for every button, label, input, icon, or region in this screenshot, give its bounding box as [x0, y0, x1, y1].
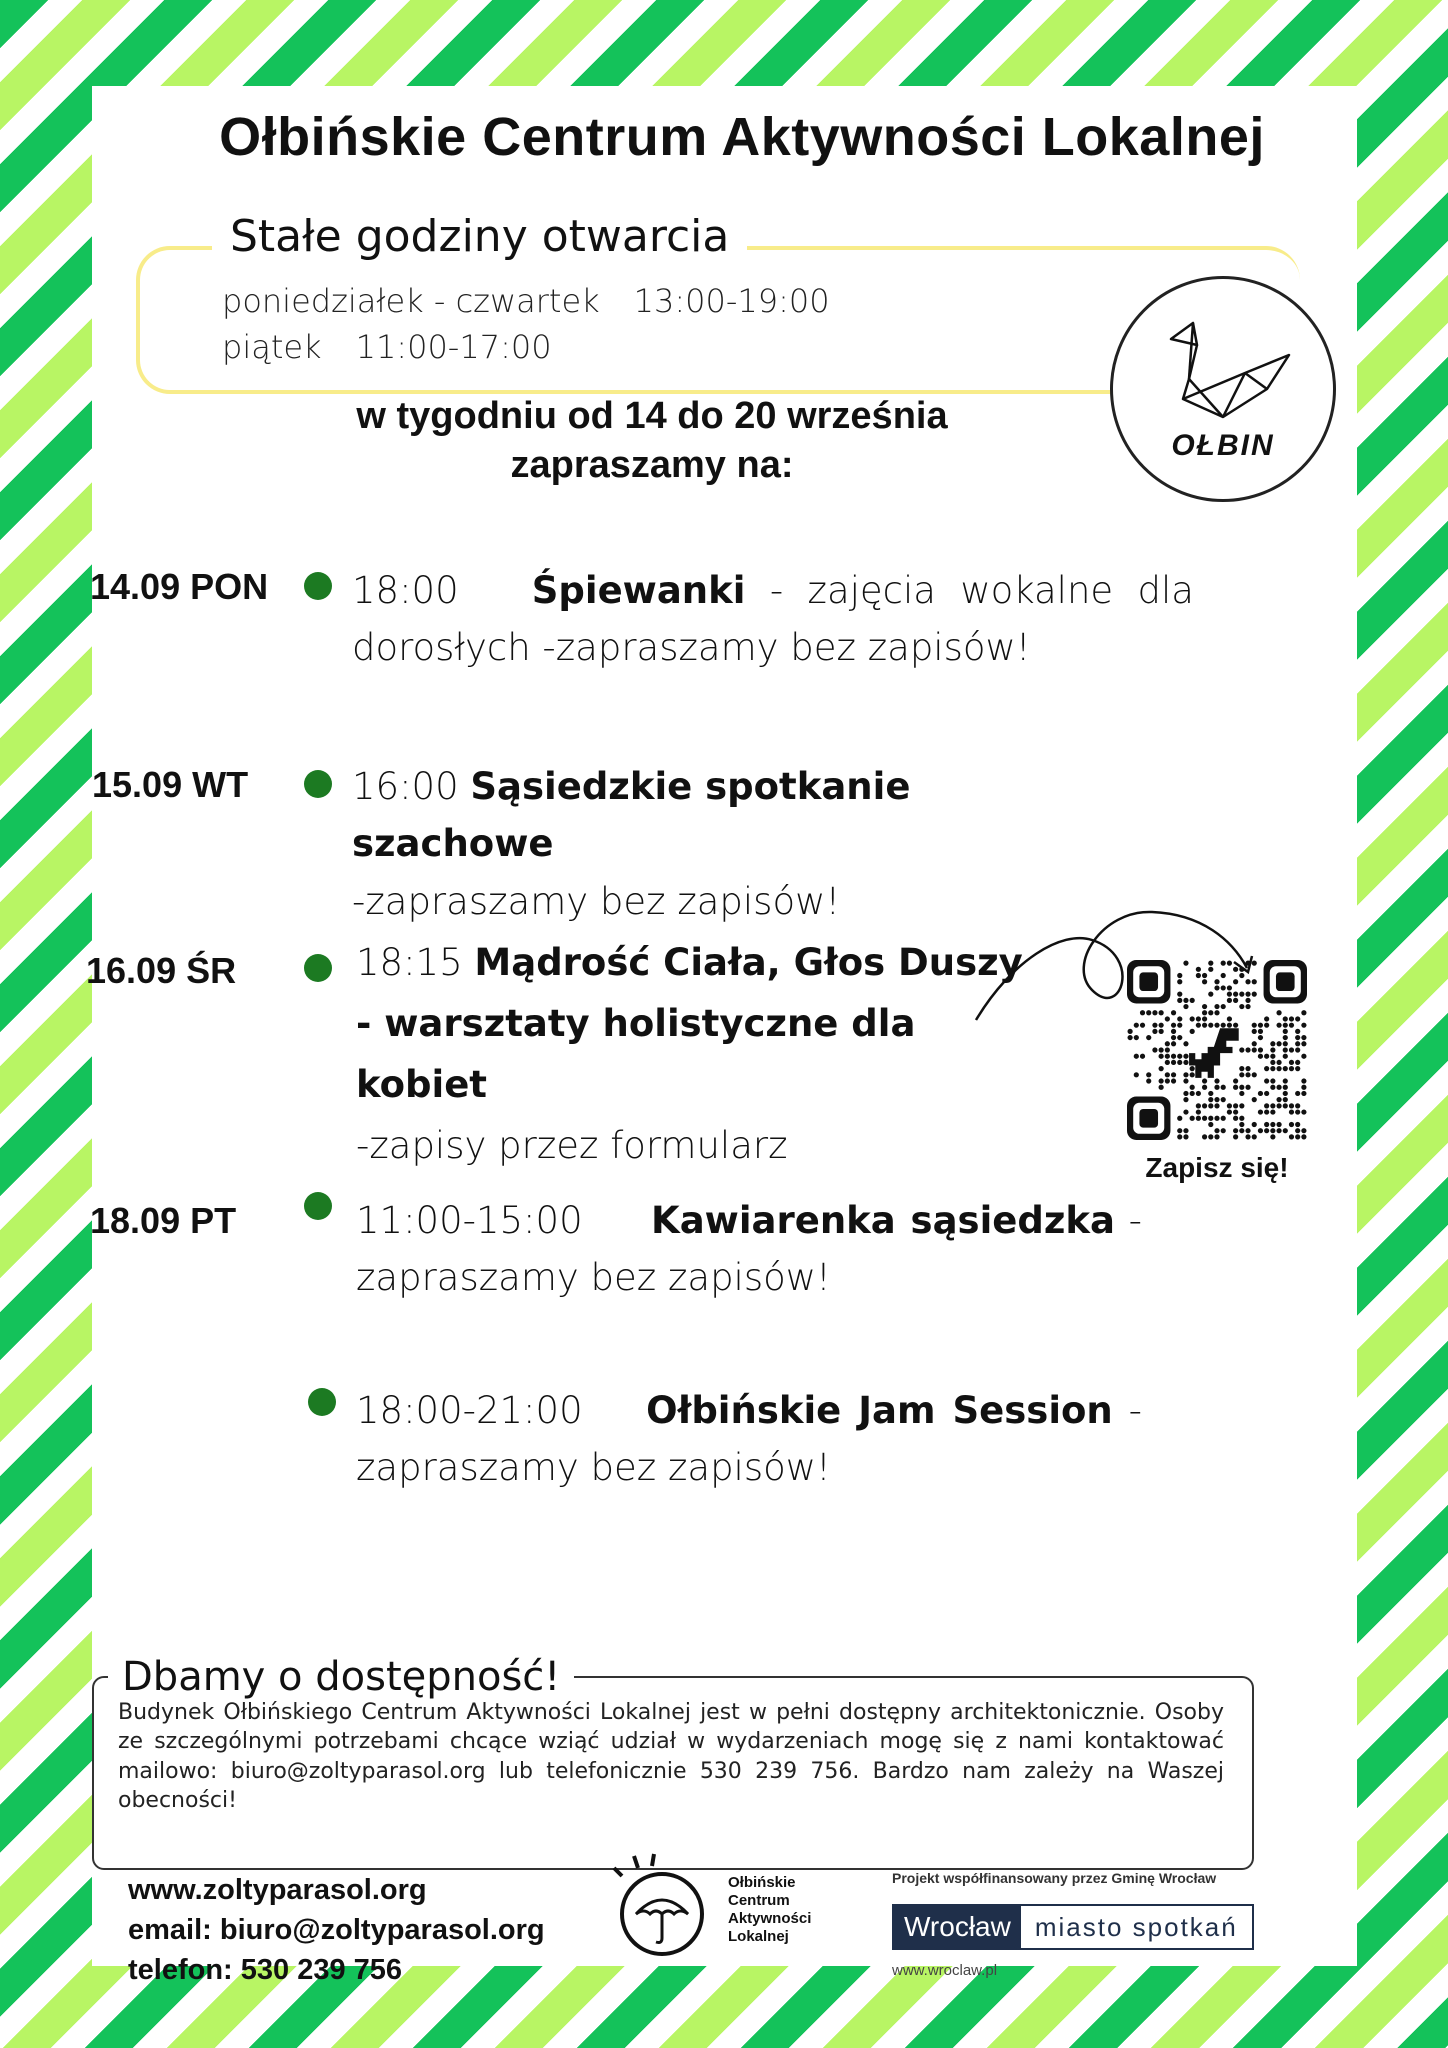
event-desc: -zapraszamy bez zapisów! — [352, 879, 841, 923]
poster-sheet — [86, 86, 1357, 1987]
contact-email[interactable]: email: biuro@zoltyparasol.org — [128, 1914, 545, 1947]
event-desc: -zapisy przez formularz — [356, 1124, 788, 1168]
umbrella-logo-line: Centrum — [728, 1892, 790, 1909]
event-time: 18:00-21:00 — [356, 1389, 583, 1432]
umbrella-logo-text — [728, 1874, 811, 1946]
wroclaw-brand-a: Wrocław — [894, 1906, 1021, 1948]
bullet-dot — [304, 1192, 332, 1220]
contact-website[interactable]: www.zoltyparasol.org — [128, 1874, 427, 1906]
event-text — [352, 562, 1194, 677]
event-name: Ołbińskie Jam Session — [646, 1389, 1113, 1432]
event-time: 11:00-15:00 — [356, 1199, 583, 1242]
event-desc: - zapraszamy bez zapisów! — [356, 1389, 1142, 1490]
sponsor-note: Projekt współfinansowany przez Gminę Wrocław — [892, 1870, 1217, 1886]
week-heading — [322, 392, 982, 491]
hours-time: 11:00-17:00 — [355, 328, 552, 366]
event-name: Sąsiedzkie spotkanie szachowe — [352, 765, 911, 866]
wroclaw-brand-b: miasto spotkań — [1021, 1906, 1252, 1948]
contact-block — [128, 1870, 545, 1990]
bullet-dot — [304, 770, 332, 798]
event-day: 14.09 PON — [90, 566, 269, 607]
umbrella-logo-icon — [606, 1852, 716, 1962]
event-name-2: - warsztaty holistyczne dla kobiet — [356, 1002, 916, 1107]
event-text — [356, 1382, 1142, 1497]
origami-swan-icon — [1163, 319, 1293, 419]
hours-days: piątek — [222, 328, 322, 366]
bullet-dot — [308, 1388, 336, 1416]
event-day: 18.09 PT — [90, 1200, 237, 1241]
event-name: Kawiarenka sąsiedzka — [651, 1199, 1115, 1242]
event-name: Mądrość Ciała, Głos Duszy — [474, 941, 1023, 984]
event-time: 16:00 — [352, 765, 459, 808]
bullet-dot — [304, 572, 332, 600]
accessibility-body: Budynek Ołbińskiego Centrum Aktywności Lokalnej jest w pełni dostępny architektonicznie. Osoby ze szczególnymi potrzebami chcące wziąć udział w wydarzeniach mogę się z nami kontaktować mailowo: biuro@zoltyparasol.org lub telefonicznie 530 239 756. Bardzo nam zależy na Waszej obecności! — [118, 1700, 1224, 1813]
event-day: 15.09 WT — [92, 764, 249, 805]
contact-phone[interactable]: telefon: 530 239 756 — [128, 1954, 403, 1987]
event-time: 18:00 — [352, 569, 459, 612]
hours-line-2 — [222, 328, 552, 366]
umbrella-logo-line: Lokalnej — [728, 1928, 789, 1945]
hours-line-1 — [222, 282, 830, 320]
bullet-dot — [304, 954, 332, 982]
event-desc: - zapraszamy bez zapisów! — [356, 1199, 1142, 1300]
week-line-1: w tygodniu od 14 do 20 września — [356, 395, 948, 437]
accessibility-heading: Dbamy o dostępność! — [108, 1654, 574, 1700]
event-desc: - zajęcia wokalne dla dorosłych -zapraszamy bez zapisów! — [352, 569, 1194, 670]
umbrella-logo-line: Aktywności — [728, 1910, 812, 1927]
event-text — [356, 932, 1056, 1176]
page-title: Ołbińskie Centrum Aktywności Lokalnej — [219, 107, 1265, 167]
logo-text: OŁBIN — [1171, 429, 1275, 462]
hours-days: poniedziałek - czwartek — [222, 282, 600, 320]
olbin-logo — [1110, 276, 1336, 502]
qr-code-icon[interactable] — [1127, 960, 1307, 1140]
wroclaw-brand — [892, 1904, 1254, 1950]
wroclaw-url[interactable]: www.wroclaw.pl — [892, 1962, 998, 1979]
event-time: 18:15 — [356, 941, 463, 984]
event-day: 16.09 ŚR — [86, 950, 237, 991]
event-name: Śpiewanki — [531, 569, 746, 612]
hours-time: 13:00-19:00 — [633, 282, 830, 320]
qr-label: Zapisz się! — [1145, 1152, 1289, 1183]
week-line-2: zapraszamy na: — [510, 444, 794, 487]
event-text — [356, 1192, 1142, 1307]
umbrella-logo-line: Ołbińskie — [728, 1874, 796, 1891]
hours-heading: Stałe godziny otwarcia — [212, 211, 747, 262]
